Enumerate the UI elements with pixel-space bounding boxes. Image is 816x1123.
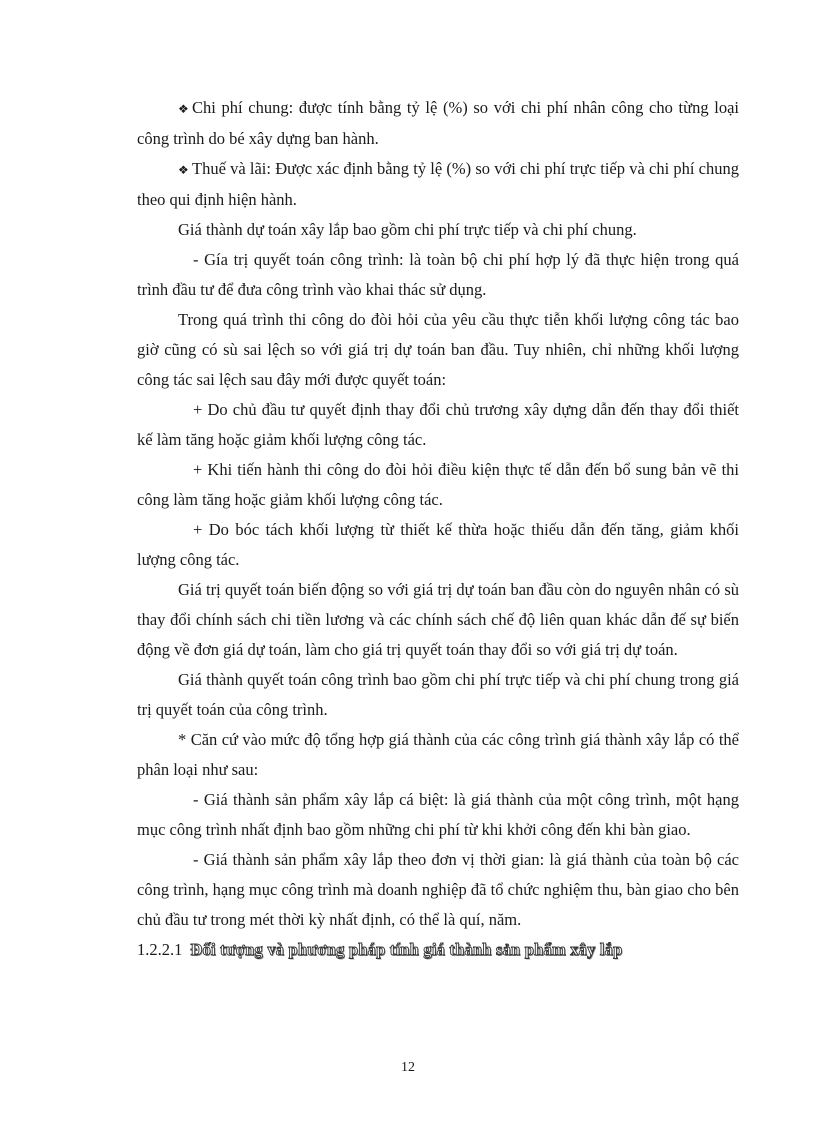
document-page <box>137 93 739 965</box>
paragraph-text: Thuế và lãi: Được xác định bằng tỷ lệ (%) so với chi phí trực tiếp và chi phí chung theo qui định hiện hành. <box>137 159 739 209</box>
paragraph-owner-change: + Do chủ đầu tư quyết định thay đổi chủ trương xây dựng dẫn đến thay đổi thiết kế làm tăng hoặc giảm khối lượng công tác. <box>137 400 739 449</box>
paragraph-individual-cost: - Giá thành sản phẩm xây lắp cá biệt: là giá thành của một công trình, một hạng mục công trình nhất định bao gồm những chi phí từ khi khởi công đến khi bàn giao. <box>137 790 739 839</box>
paragraph-classification: * Căn cứ vào mức độ tổng hợp giá thành của các công trình giá thành xây lắp có thể phân loại như sau: <box>137 730 739 779</box>
paragraph-settlement-cost: Giá thành quyết toán công trình bao gồm chi phí trực tiếp và chi phí chung trong giá trị quyết toán của công trình. <box>137 670 739 719</box>
paragraph-quantity-takeoff: + Do bóc tách khối lượng từ thiết kế thừa hoặc thiếu dẫn đến tăng, giảm khối lượng công tác. <box>137 520 739 569</box>
section-number: 1.2.2.1 <box>137 940 183 959</box>
paragraph-estimate-cost: Giá thành dự toán xây lắp bao gồm chi phí trực tiếp và chi phí chung. <box>178 220 637 239</box>
paragraph-text: Chi phí chung: được tính bằng tỷ lệ (%) so với chi phí nhân công cho từng loại công trình do bé xây dựng ban hành. <box>137 98 739 148</box>
section-title: Đối tượng và phương pháp tính giá thành sản phẩm xây lắp <box>190 940 623 959</box>
paragraph-policy-change: Giá trị quyết toán biến động so với giá trị dự toán ban đầu còn do nguyên nhân có sù thay đổi chính sách chi tiền lương và các chính sách chế độ liên quan khác dẫn đế sự biến động về đơn giá dự toán, làm cho giá trị quyết toán thay đổi so với giá trị dự toán. <box>137 580 739 659</box>
bullet-paragraph-overhead-cost <box>137 93 739 154</box>
section-heading <box>137 935 739 965</box>
paragraph-settlement-value: - Gía trị quyết toán công trình: là toàn bộ chi phí hợp lý đã thực hiện trong quá trình đầu tư để đưa công trình vào khai thác sử dụng. <box>137 250 739 299</box>
diamond-bullet-icon: ❖ <box>178 102 189 116</box>
bullet-paragraph-tax-profit <box>137 154 739 215</box>
paragraph-period-cost: - Giá thành sản phẩm xây lắp theo đơn vị thời gian: là giá thành của toàn bộ các công trình, hạng mục công trình mà doanh nghiệp đã tổ chức nghiệm thu, bàn giao cho bên chủ đầu tư trong mét thời kỳ nhất định, có thể là quí, năm. <box>137 850 739 929</box>
paragraph-construction-deviation: Trong quá trình thi công do đòi hỏi của yêu cầu thực tiễn khối lượng công tác bao giờ cũng có sù sai lệch so với giá trị dự toán ban đầu. Tuy nhiên, chỉ những khối lượng công tác sai lệch sau đây mới được quyết toán: <box>137 310 739 389</box>
page-number: 12 <box>401 1060 415 1075</box>
diamond-bullet-icon: ❖ <box>178 163 189 177</box>
paragraph-site-condition: + Khi tiến hành thi công do đòi hỏi điều kiện thực tế dẫn đến bổ sung bản vẽ thi công làm tăng hoặc giảm khối lượng công tác. <box>137 460 739 509</box>
